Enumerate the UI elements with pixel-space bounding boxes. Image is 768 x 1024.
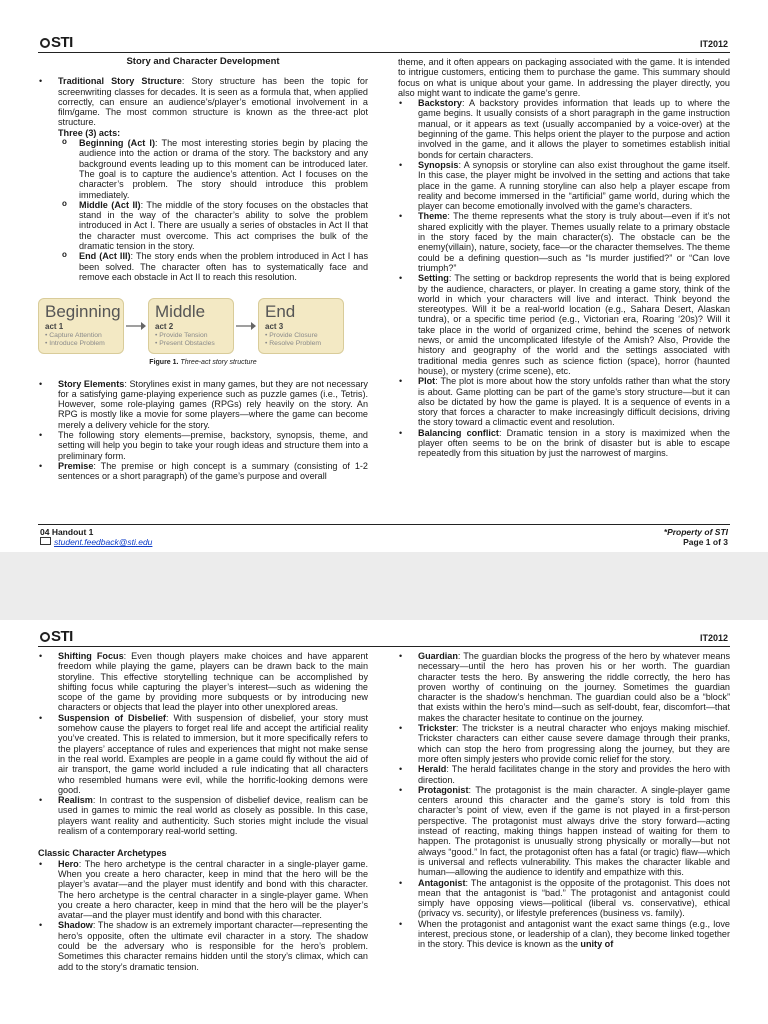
logo-mark-icon	[40, 38, 50, 48]
page-2	[0, 620, 768, 1024]
bullet-herald: • Herald: The herald facilitates change in the story and provides the hero with direction.	[418, 764, 730, 785]
bullet-setting: • Setting: The setting or backdrop represents the world that is being explored by the audience, characters, or player. In creating a game story, think of the world in which your characters will live and interact. Think beyond the stereotypes. Will it be a real-world location (e.g., Sahara Desert, Alaskan tundra), or a specific time period (e.g., Victorian era, Roaring ‘20s)? Will it take place in the world of organized crime, behind the scenes of network news, or amid the uncomplicated lifestyle of the Amish? Also, Provide the history and geography of the world and the settings associated with traditional media genres such as science fiction (space), horror (haunted house), or mystery (crime scene), etc.	[418, 273, 730, 376]
bullet-theme: • Theme: The theme represents what the story is truly about—even if it’s not shared explicitly with the player. Themes usually relate to a primary obstacle in the story faced by the main character(s). The obstacle can be the enemy(villain), nature, society, face—or the character themselves. The theme could be a defining question—such as “Is murder justified?” or “Can love triumph?”	[418, 211, 730, 273]
arrow-right-icon	[234, 298, 258, 354]
bullet-story-elements: • Story Elements: Storylines exist in many games, but they are not necessary for a satisfying game-playing experience such as puzzle games (i.e., Tetris). However, some role-playing games (RPGs) rely heavily on the story. An RPG is mostly like a movie for some players—where the game can become merely a delivery vehicle for the story.	[58, 379, 368, 430]
premise-continued: theme, and it often appears on packaging associated with the game. It is intended to intrigue customers, enticing them to purchase the game. This summary should focus on what is unique about your game. In addressing the player directly, you also might want to indicate the game’s genre.	[398, 57, 730, 98]
course-code: IT2012	[699, 633, 728, 643]
page-footer	[38, 524, 730, 547]
figure-caption: Figure 1. Three-act story structure	[149, 359, 257, 367]
bullet-shadow: • Shadow: The shadow is an extremely important character—representing the hero’s opposite, often the ultimate evil character in a story. The shadow could be the adversary who is responsible for the hero’s problem. Sometimes this character remains hidden until the story’s climax, which can add to the story’s dramatic tension.	[58, 920, 368, 971]
bullet-protagonist: • Protagonist: The protagonist is the main character. A single-player game centers around this character and the game’s story is told from this character’s point of view, even if the game is not played in a first-person perspective. The protagonist must always drive the story forward—acting instead of reacting, making things happen instead of waiting for them to happen. The protagonist is unusually strong physically or morally—but not always “good.” In fact, the protagonist often has a fatal (or tragic) flaw—which is universal and reflects vulnerability. This makes the character likable and human—allowing the audience to identify and empathize with this.	[418, 785, 730, 878]
handout-label: 04 Handout 1	[40, 527, 94, 537]
act-box-middle: Middle act 2 • Provide Tension • Present Obstacles	[148, 298, 234, 354]
bullet-backstory: • Backstory: A backstory provides information that leads up to where the game begins. It usually consists of a short paragraph in the game instruction manual, or it appears as text (usually accompanied by a voice-over) at the beginning of the game. This helps orient the player to the purpose and action involved in the game, and it allows the player to sometimes establish initial bonds for certain characters.	[418, 98, 730, 160]
act-item: o Middle (Act II): The middle of the story focuses on the obstacles that stand in the way of the character’s ability to solve the problem introduced in Act I. There are usually a series of obstacles in Act II that the character must overcome. This act comprises the bulk of the dramatic tension in the story.	[79, 200, 368, 251]
bullet-hero: • Hero: The hero archetype is the central character in a single-player game. When you create a hero character, keep in mind that the hero will be the player’s avatar—and the player must identify and bond with this character. The hero archetype is the central character in a single-player game. When you create a hero character, keep in mind that the hero will be the player’s avatar—and the player must identify and bond with this character.	[58, 859, 368, 921]
page-header	[38, 34, 730, 53]
archetypes-heading: Classic Character Archetypes	[38, 848, 167, 859]
page-number: Page 1 of 3	[683, 537, 728, 547]
mail-icon	[40, 537, 51, 545]
bullet-story-elements-list: • The following story elements—premise, backstory, synopsis, theme, and setting will help you begin to take your rough ideas and structure them into a preliminary form.	[58, 430, 368, 461]
feedback-email-link[interactable]: student.feedback@sti.edu	[40, 537, 152, 547]
bullet-premise: • Premise: The premise or high concept is a summary (consisting of 1-2 sentences or a short paragraph) of the game’s purpose and overall	[58, 461, 368, 482]
act-item: o End (Act III): The story ends when the problem introduced in Act I has been solved. The character often has to systematically face and remove each obstacle in Act II to reach this resolution.	[79, 251, 368, 282]
act-item: o Beginning (Act I): The most interesting stories begin by placing the audience into the action or drama of the story. The backstory and any background events leading up to this moment can be introduced later. The goal is to capture the audience’s attention. Act I focuses on the character’s problem. The story should introduce this problem immediately.	[79, 138, 368, 200]
page1-right-column	[398, 57, 730, 459]
bullet-plot: • Plot: The plot is more about how the story unfolds rather than what the story is about. Game plotting can be part of the game’s story structure—but it can also be dictated by how the game is played. It is a sequence of events in a story that forces a character to make increasingly difficult decisions, driving the story toward a climactic event and resolution.	[418, 376, 730, 427]
arrow-right-icon	[124, 298, 148, 354]
bullet-synopsis: • Synopsis: A synopsis or storyline can also exist throughout the game itself. In this case, the player might be involved in the setting and actions that take place in the game. A running storyline can also help a player escape from reality and become immersed in the “artificial” game world, during which the player can become emotionally involved with the game’s characters.	[418, 160, 730, 211]
page-header	[38, 628, 730, 647]
course-code: IT2012	[699, 39, 728, 49]
page2-left-column	[38, 651, 368, 972]
property-label: *Property of STI	[663, 527, 728, 537]
bullet-antagonist: • Antagonist: The antagonist is the opposite of the protagonist. This does not mean that the antagonist is “bad.” The protagonist and antagonist could simply have opposing views—political (liberal vs. conservative), ethical (privacy vs. security), or lifestyle preferences (business vs. family).	[418, 878, 730, 919]
bullet-traditional-story-structure: • Traditional Story Structure: Story structure has been the topic for screenwriting classes for decades. It is seen as a formula that, when applied correctly, can ensure an audience’s/player’s emotional involvement in a film/game. The most common structure is known as the three-act plot structure. Three (3) acts: o Beginning (Act I): The most interesting stories begin by placing the audience into the action or drama of the story. The backstory and any background events leading up to this moment can be introduced later. The goal is to capture the audience’s attention. Act I focuses on the character’s problem. The story should introduce this problem immediately. o Middle (Act II): The middle of the story focuses on the obstacles that stand in the way of the character’s ability to solve the problem introduced in Act I. There are usually a series of obstacles in Act II that the character must overcome. This act comprises the bulk of the dramatic tension in the story. o End (Act III): The story ends when the problem introduced in Act I has been solved. The character often has to systematically face and remove each obstacle in Act II to reach this resolution.	[58, 76, 368, 282]
act-box-end: End act 3 • Provide Closure • Resolve Problem	[258, 298, 344, 354]
page1-left-column	[38, 57, 368, 482]
logo-mark-icon	[40, 632, 50, 642]
acts-heading: Three (3) acts:	[58, 127, 121, 138]
bullet-suspension-of-disbelief: • Suspension of Disbelief: With suspension of disbelief, your story must somehow cause the players to forget real life and accept the artificial reality you’ve created. This is related to immersion, but it more specifically refers to the players’ acceptance of rules and experiences that might not make sense in the real world. Examples are people in a game could fly without the aid of air transport, the game world included a rule indicating that all characters who resembled humans were evil, while the horrific-looking demons were good.	[58, 713, 368, 795]
bullet-unity-of-opposites: • When the protagonist and antagonist want the exact same things (e.g., love interest, precious stone, or leadership of a clan), they become linked together in the story. This device is known as the unity of	[418, 919, 730, 950]
three-act-figure	[38, 296, 368, 356]
sti-logo: STI	[40, 628, 73, 645]
bullet-trickster: • Trickster: The trickster is a neutral character who enjoys making mischief. Trickster characters can either cause severe damage through their pranks, which can stop the hero from progressing along the journey, but they are more often simply jesters who provide comic relief for the story.	[418, 723, 730, 764]
sti-logo: STI	[40, 34, 73, 51]
document-title: Story and Character Development	[126, 56, 280, 67]
act-box-beginning: Beginning act 1 • Capture Attention • Introduce Problem	[38, 298, 124, 354]
bullet-realism: • Realism: In contrast to the suspension of disbelief device, realism can be used in games to mimic the real world as closely as possible. In this case, players want reality and authenticity. Such stories might include the visual realism of a contemporary real-world setting.	[58, 795, 368, 836]
page2-right-column	[398, 651, 730, 950]
bullet-guardian: • Guardian: The guardian blocks the progress of the hero by whatever means necessary—until the hero has proven his or her worth. The guardian character tests the hero. By answering the riddle correctly, the hero has proven worthy of continuing on the journey. Sometimes the guardian character is the shadow’s henchman. The guardian could also be a “block” that exists within the hero’s mind—such as self-doubt, fear, discomfort—that makes the character hesitate to continue on the journey.	[418, 651, 730, 723]
bullet-balancing-conflict: • Balancing conflict: Dramatic tension in a story is maximized when the player often seems to be on the brink of disaster but is able to escape repeatedly from this situation by just the narrowest of margins.	[418, 428, 730, 459]
bullet-shifting-focus: • Shifting Focus: Even though players make choices and have apparent freedom while playing the game, players can be drawn back to the main storyline. This effective storytelling technique can be accomplished by shifting focus while capturing the player’s interest—such as widening the scope of the game by providing more subquests or by introducing new characters or objects that lead the player into other unexplored areas.	[58, 651, 368, 713]
